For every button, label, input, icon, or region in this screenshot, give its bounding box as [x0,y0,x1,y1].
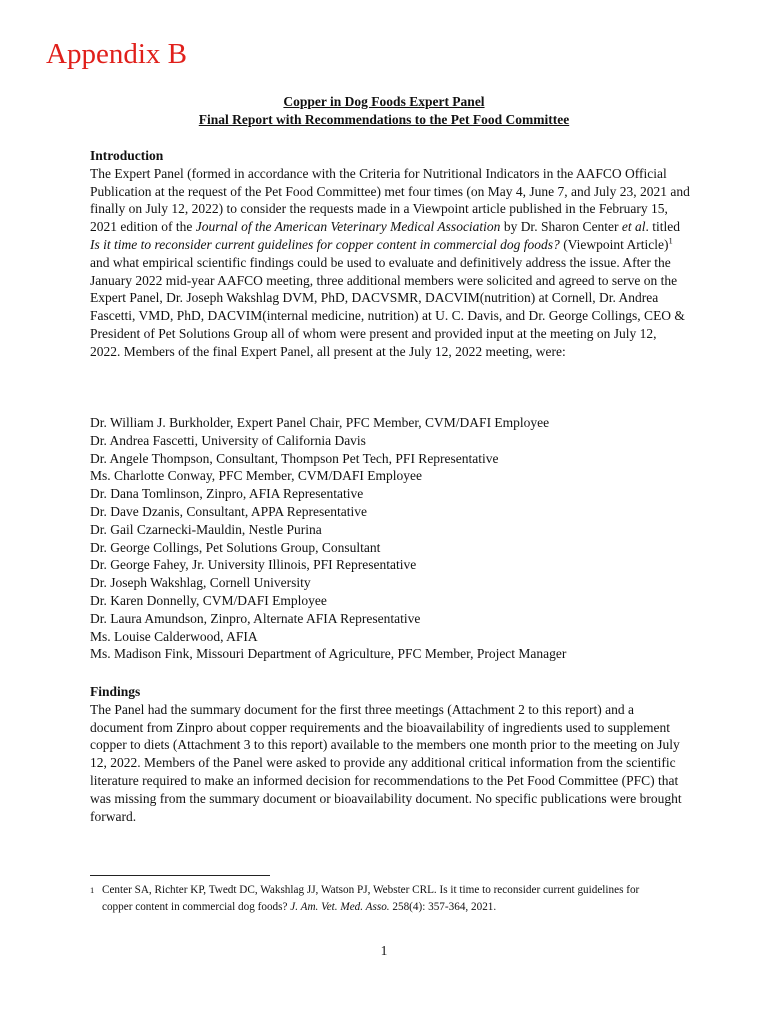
member-item: Ms. Charlotte Conway, PFC Member, CVM/DAFI Employee [90,468,422,484]
member-item: Dr. Andrea Fascetti, University of California Davis [90,432,366,448]
introduction-heading: Introduction [90,148,164,163]
findings-section [90,683,690,825]
article-title: Is it time to reconsider current guidelines for copper content in commercial dog foods? [90,236,560,252]
intro-text-e: and what empirical scientific findings could be used to evaluate and definitively address the issue. After the January 2022 mid-year AAFCO meeting, three additional members were solicited and agreed to serve on the Expert Panel, Dr. Joseph Wakshlag DVM, PhD, DACVSMR, DACVIM(nutrition) at Cornell, Dr. Andrea Fascetti, VMD, PhD, DACVIM(internal medicine, nutrition) at U. C. Davis, and Dr. George Collings, CEO & President of Pet Solutions Group all of whom were present and provided input at the meeting on July 12, 2022. Members of the final Expert Panel, all present at the July 12, 2022 meeting, were: [90,254,685,359]
report-title [0,93,768,128]
journal-name: Journal of the American Veterinary Medical Association [195,219,501,235]
findings-heading: Findings [90,684,141,699]
intro-text-d: (Viewpoint Article) [559,236,669,252]
title-line-2: Final Report with Recommendations to the Pet Food Committee [198,111,570,127]
footnote-text-a: Center SA, Richter KP, Twedt DC, Wakshlag JJ, Watson PJ, Webster CRL. Is it time to reconsider current guidelines for copper content in commercial dog foods? [102,884,640,913]
intro-text-c: . titled [645,219,681,235]
et-al: et al [621,219,646,235]
footnote-number: 1 [90,885,95,895]
member-item: Dr. William J. Burkholder, Expert Panel Chair, PFC Member, CVM/DAFI Employee [90,415,550,430]
appendix-label: Appendix B [46,38,187,70]
member-item: Dr. George Fahey, Jr. University Illinois, PFI Representative [90,557,417,573]
footnote-divider [90,875,270,876]
introduction-paragraph [90,165,690,361]
member-item: Dr. George Collings, Pet Solutions Group, Consultant [90,539,381,555]
title-line-1: Copper in Dog Foods Expert Panel [283,94,485,109]
footnote-text [90,882,650,916]
member-item: Dr. Gail Czarnecki-Mauldin, Nestle Purina [90,521,322,537]
footnote-ref: 1 [668,235,673,246]
member-item: Dr. Dana Tomlinson, Zinpro, AFIA Representative [90,486,364,502]
member-item: Ms. Madison Fink, Missouri Department of Agriculture, PFC Member, Project Manager [90,646,567,662]
footnote [90,882,650,916]
member-item: Dr. Karen Donnelly, CVM/DAFI Employee [90,592,327,608]
member-item: Dr. Laura Amundson, Zinpro, Alternate AFIA Representative [90,610,421,626]
findings-paragraph: The Panel had the summary document for the first three meetings (Attachment 2 to this report) and a document from Zinpro about copper requirements and the bioavailability of ingredients used to supplement copper to diets (Attachment 3 to this report) available to the members one month prior to the meeting on July 12, 2022. Members of the Panel were asked to provide any additional critical information from the scientific literature required to make an informed decision for recommendations to the Pet Food Committee (PFC) that was missing from the summary document or bioavailability document. No specific publications were brought forward. [90,701,682,824]
footnote-journal: J. Am. Vet. Med. Asso. [290,901,390,913]
member-item: Dr. Joseph Wakshlag, Cornell University [90,575,311,591]
page-number: 1 [380,943,388,958]
member-item: Ms. Louise Calderwood, AFIA [90,628,258,644]
member-item: Dr. Dave Dzanis, Consultant, APPA Representative [90,503,367,519]
member-item: Dr. Angele Thompson, Consultant, Thompson Pet Tech, PFI Representative [90,450,499,466]
intro-text-a: The Expert Panel (formed in accordance with the Criteria for Nutritional Indicators in the AAFCO Official Publication at the request of the Pet Food Committee) met four times (on May 4, June 7, and July 23, 2021 and finally on July 12, 2022) to consider the requests made in a Viewpoint article published in the February 15, 2021 edition of the [90,165,690,235]
intro-text-b: by Dr. Sharon Center [500,219,622,235]
footnote-text-b: 258(4): 357-364, 2021. [389,901,497,913]
member-list [90,414,566,663]
introduction-section [90,147,690,361]
